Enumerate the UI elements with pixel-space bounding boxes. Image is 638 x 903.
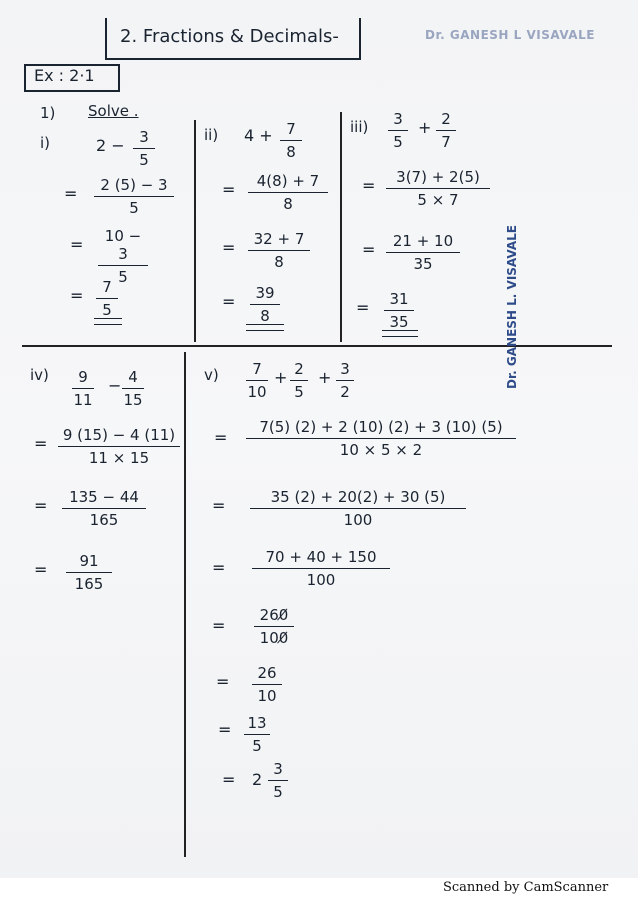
p4-fraction-a xyxy=(72,368,94,409)
p3-a-num: 3 xyxy=(388,110,408,131)
p3-fraction-a xyxy=(388,110,408,151)
p5-eq7: = xyxy=(222,770,236,789)
exercise-label: Ex : 2·1 xyxy=(34,66,95,85)
p3-answer xyxy=(384,290,414,331)
p2-step1 xyxy=(248,172,328,213)
side-watermark xyxy=(478,225,519,389)
p5-c-den: 2 xyxy=(340,383,350,401)
question-label: Solve . xyxy=(88,102,139,120)
p4-step2-num: 135 − 44 xyxy=(62,488,146,509)
p2-step1-den: 8 xyxy=(283,195,293,213)
p5-b-den: 5 xyxy=(294,383,304,401)
p2-label: ii) xyxy=(204,126,219,144)
p1-fraction xyxy=(133,128,155,169)
chapter-title: 2. Fractions & Decimals- xyxy=(120,26,339,47)
scanner-footer: Scanned by CamScanner xyxy=(443,880,609,895)
p1-answer-den: 5 xyxy=(102,301,112,319)
p5-a-num: 7 xyxy=(246,360,268,381)
p5-answer-fraction xyxy=(268,760,288,801)
p5-eq3: = xyxy=(212,558,226,577)
p2-answer xyxy=(250,284,280,325)
p4-eq2: = xyxy=(34,496,48,515)
p5-step2-num: 35 (2) + 20(2) + 30 (5) xyxy=(250,488,466,509)
p1-step1-den: 5 xyxy=(129,199,139,217)
p3-step2-den: 35 xyxy=(413,255,433,273)
p4-a-den: 11 xyxy=(73,391,93,409)
p3-step1 xyxy=(386,168,490,209)
p1-num: 3 xyxy=(133,128,155,149)
p1-answer xyxy=(96,278,118,319)
p1-eq3: = xyxy=(70,286,84,305)
p1-eq1: = xyxy=(64,184,78,203)
p1-whole: 2 − xyxy=(96,136,125,155)
p2-answer-den: 8 xyxy=(260,307,270,325)
p4-b-num: 4 xyxy=(122,368,144,389)
question-number: 1) xyxy=(40,104,56,122)
divider-vertical-2 xyxy=(340,112,342,342)
p5-answer-whole: 2 xyxy=(252,770,263,789)
p5-eq5: = xyxy=(216,672,230,691)
p3-answer-num: 31 xyxy=(384,290,414,311)
p3-plus: + xyxy=(418,118,432,137)
p1-answer-underline xyxy=(94,318,122,325)
p5-plus-2: + xyxy=(318,368,332,387)
divider-horizontal xyxy=(22,345,612,347)
p5-fraction-c xyxy=(336,360,354,401)
p5-step2 xyxy=(250,488,466,529)
side-watermark-text: Dr. GANESH L. VISAVALE xyxy=(505,225,519,389)
p3-answer-underline xyxy=(382,330,418,337)
p5-step1-den: 10 × 5 × 2 xyxy=(339,441,423,459)
p5-eq1: = xyxy=(214,428,228,447)
p5-answer-den: 5 xyxy=(273,783,283,801)
p4-minus: − xyxy=(108,376,122,395)
p5-step4 xyxy=(254,606,294,647)
p3-eq1: = xyxy=(362,176,376,195)
p1-step2-num: 10 − 3 xyxy=(98,227,148,266)
p5-step6-num: 13 xyxy=(244,714,270,735)
p4-answer xyxy=(66,552,112,593)
p2-whole: 4 + xyxy=(244,126,273,145)
p4-eq1: = xyxy=(34,434,48,453)
p3-eq2: = xyxy=(362,240,376,259)
p4-step1 xyxy=(58,426,180,467)
p5-eq4: = xyxy=(212,616,226,635)
p2-step1-num: 4(8) + 7 xyxy=(248,172,328,193)
p4-b-den: 15 xyxy=(123,391,143,409)
p5-step1 xyxy=(246,418,516,459)
p5-step2-den: 100 xyxy=(343,511,373,529)
p5-step4-den: 100̸ xyxy=(259,629,289,647)
p2-step2-num: 32 + 7 xyxy=(248,230,310,251)
p3-label: iii) xyxy=(350,118,369,136)
p2-den: 8 xyxy=(286,143,296,161)
p2-eq3: = xyxy=(222,292,236,311)
p1-step1 xyxy=(94,176,174,217)
p5-step1-num: 7(5) (2) + 2 (10) (2) + 3 (10) (5) xyxy=(246,418,516,439)
p2-answer-underline xyxy=(246,324,284,331)
p3-step2-num: 21 + 10 xyxy=(386,232,460,253)
p2-step2 xyxy=(248,230,310,271)
p3-step1-num: 3(7) + 2(5) xyxy=(386,168,490,189)
p4-step2-den: 165 xyxy=(89,511,119,529)
p5-fraction-a xyxy=(246,360,268,401)
p4-answer-den: 165 xyxy=(74,575,104,593)
p5-b-num: 2 xyxy=(290,360,308,381)
p4-eq3: = xyxy=(34,560,48,579)
p2-eq2: = xyxy=(222,238,236,257)
p3-eq3: = xyxy=(356,298,370,317)
p1-step2-den: 5 xyxy=(118,268,128,286)
p4-step1-den: 11 × 15 xyxy=(88,449,150,467)
p1-label: i) xyxy=(40,134,51,152)
p4-a-num: 9 xyxy=(72,368,94,389)
p5-eq6: = xyxy=(218,720,232,739)
p3-a-den: 5 xyxy=(393,133,403,151)
p5-c-num: 3 xyxy=(336,360,354,381)
p2-step2-den: 8 xyxy=(274,253,284,271)
p5-step5-den: 10 xyxy=(257,687,277,705)
p5-answer-num: 3 xyxy=(268,760,288,781)
p5-step6-den: 5 xyxy=(252,737,262,755)
p2-fraction xyxy=(280,120,302,161)
p5-plus-1: + xyxy=(274,368,288,387)
p3-b-den: 7 xyxy=(441,133,451,151)
author-watermark: Dr. GANESH L VISAVALE xyxy=(425,28,595,42)
p5-label: v) xyxy=(204,366,219,384)
p5-step4-num: 260̸ xyxy=(254,606,294,627)
p5-eq2: = xyxy=(212,496,226,515)
p1-step1-num: 2 (5) − 3 xyxy=(94,176,174,197)
divider-vertical-3 xyxy=(184,352,186,857)
p5-step5-num: 26 xyxy=(252,664,282,685)
p1-den: 5 xyxy=(139,151,149,169)
p4-step2 xyxy=(62,488,146,529)
p1-eq2: = xyxy=(70,235,84,254)
p4-label: iv) xyxy=(30,366,49,384)
p4-answer-num: 91 xyxy=(66,552,112,573)
p2-answer-num: 39 xyxy=(250,284,280,305)
p5-step3-den: 100 xyxy=(306,571,336,589)
p3-b-num: 2 xyxy=(436,110,456,131)
p3-step2 xyxy=(386,232,460,273)
p5-step3 xyxy=(252,548,390,589)
p1-answer-num: 7 xyxy=(96,278,118,299)
p4-step1-num: 9 (15) − 4 (11) xyxy=(58,426,180,447)
p5-step5 xyxy=(252,664,282,705)
p5-fraction-b xyxy=(290,360,308,401)
p5-a-den: 10 xyxy=(247,383,267,401)
p4-fraction-b xyxy=(122,368,144,409)
p3-fraction-b xyxy=(436,110,456,151)
p3-answer-den: 35 xyxy=(389,313,409,331)
p5-step6 xyxy=(244,714,270,755)
p2-eq1: = xyxy=(222,180,236,199)
p3-step1-den: 5 × 7 xyxy=(417,191,459,209)
p2-num: 7 xyxy=(280,120,302,141)
divider-vertical-1 xyxy=(194,120,196,342)
p5-step3-num: 70 + 40 + 150 xyxy=(252,548,390,569)
